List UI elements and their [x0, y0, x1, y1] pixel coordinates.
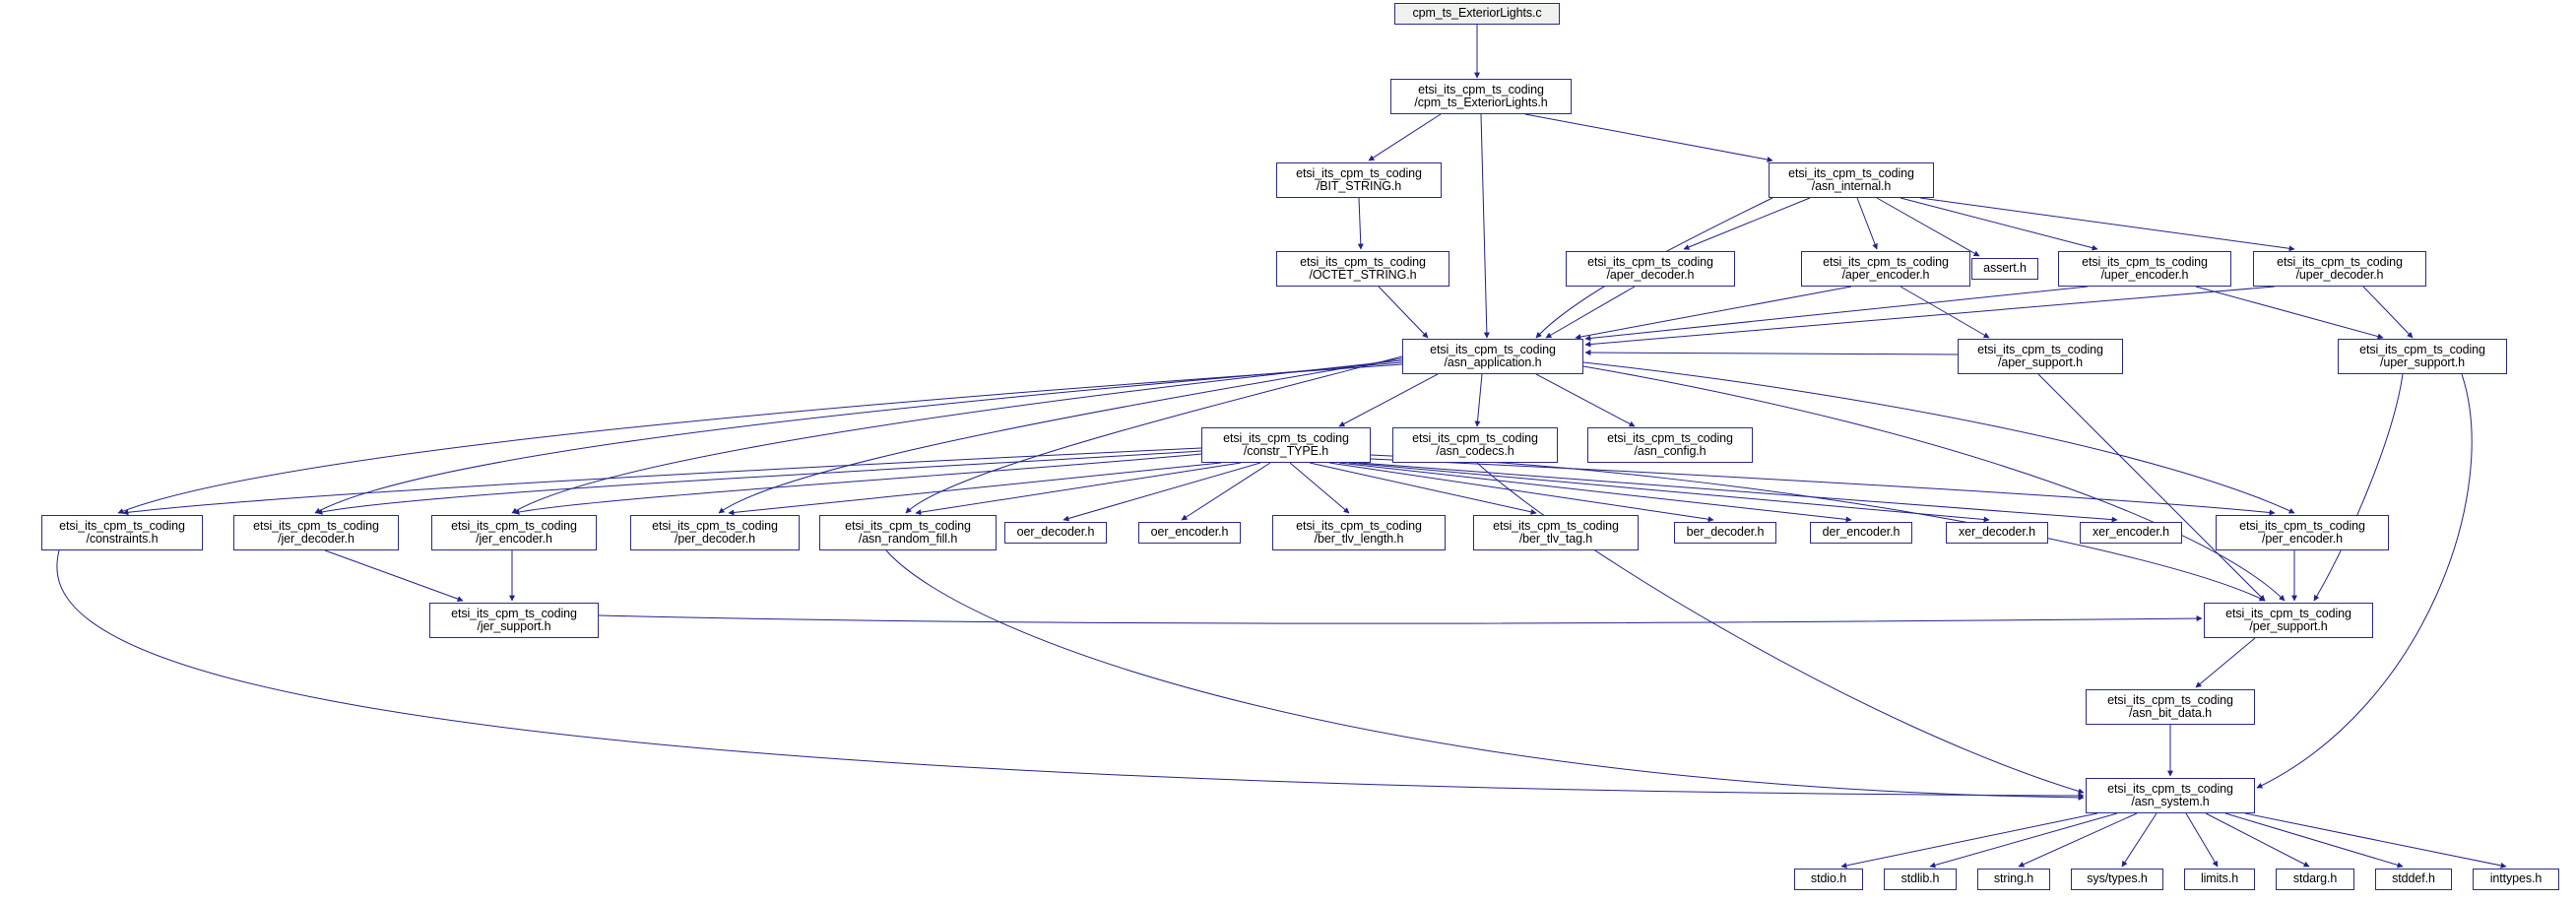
graph-edge: [886, 550, 2084, 798]
graph-edge: [1900, 287, 1989, 338]
graph-edge: [2225, 813, 2403, 867]
graph-node-label-line: etsi_its_cpm_ts_coding: [652, 518, 778, 533]
graph-edge: [1359, 463, 2117, 520]
graph-node-label-line: etsi_its_cpm_ts_coding: [2107, 781, 2233, 796]
graph-node[interactable]: [1977, 869, 2050, 890]
graph-node-label-line: stdarg.h: [2292, 871, 2338, 886]
graph-edge: [2314, 374, 2403, 601]
graph-edge: [729, 463, 1221, 513]
graph-node[interactable]: [2375, 869, 2452, 890]
graph-edge: [1182, 463, 1270, 520]
graph-node-label-line: /asn_system.h: [2131, 795, 2210, 808]
graph-node[interactable]: [1769, 162, 1934, 198]
graph-node[interactable]: [819, 515, 997, 550]
graph-edge: [1576, 287, 1851, 338]
graph-node[interactable]: [2473, 869, 2559, 890]
graph-node-label-line: /per_decoder.h: [675, 532, 755, 546]
graph-node[interactable]: [429, 603, 599, 638]
graph-node-label-line: etsi_its_cpm_ts_coding: [2107, 692, 2233, 707]
graph-node[interactable]: [1004, 522, 1107, 544]
graph-node-label-line: etsi_its_cpm_ts_coding: [1823, 254, 1949, 269]
graph-node[interactable]: [1794, 869, 1863, 890]
graph-node[interactable]: [431, 515, 597, 550]
graph-node-label-line: stdio.h: [1810, 871, 1847, 886]
graph-node-label-line: /uper_decoder.h: [2295, 268, 2384, 282]
graph-edge: [1684, 198, 1810, 249]
graph-node-label-line: etsi_its_cpm_ts_coding: [2239, 518, 2365, 533]
graph-node[interactable]: [233, 515, 399, 550]
graph-node-label-line: etsi_its_cpm_ts_coding: [1418, 82, 1544, 97]
graph-edge: [317, 451, 1201, 513]
graph-node-label-line: /ber_tlv_length.h: [1314, 532, 1404, 546]
graph-edge: [1841, 813, 2097, 867]
graph-node[interactable]: [1201, 427, 1371, 463]
graph-edge: [1477, 374, 1482, 426]
graph-node[interactable]: [1272, 515, 1446, 550]
graph-node-label-line: xer_decoder.h: [1959, 525, 2035, 540]
graph-node-label-line: /aper_encoder.h: [1841, 268, 1930, 282]
graph-node-label-line: etsi_its_cpm_ts_coding: [451, 518, 577, 533]
graph-node[interactable]: [1566, 251, 1735, 287]
graph-edge: [1349, 463, 1989, 520]
graph-node-label-line: etsi_its_cpm_ts_coding: [1607, 430, 1733, 445]
graph-edge: [2363, 287, 2413, 338]
graph-node[interactable]: [2276, 869, 2354, 890]
graph-node-label-line: etsi_its_cpm_ts_coding: [253, 518, 379, 533]
graph-node[interactable]: [1946, 522, 2048, 544]
graph-node-label-line: oer_decoder.h: [1016, 525, 1095, 540]
graph-edge: [57, 550, 2084, 796]
graph-edge: [1369, 114, 1441, 161]
graph-node[interactable]: [1402, 339, 1583, 374]
graph-edge: [2122, 813, 2157, 867]
graph-node-label-line: string.h: [1993, 871, 2034, 886]
graph-node-label-line: etsi_its_cpm_ts_coding: [1223, 430, 1349, 445]
graph-node-label-line: /constr_TYPE.h: [1243, 444, 1329, 458]
graph-edge: [1877, 198, 1979, 256]
graph-node-label-line: assert.h: [1983, 261, 2027, 276]
graph-node-label-line: etsi_its_cpm_ts_coding: [1296, 518, 1422, 533]
graph-edge: [2257, 374, 2472, 788]
graph-node[interactable]: [1394, 3, 1560, 25]
graph-node-label-line: etsi_its_cpm_ts_coding: [1412, 430, 1538, 445]
graph-node-label-line: /OCTET_STRING.h: [1309, 268, 1417, 282]
graph-node-label-line: stddef.h: [2392, 871, 2435, 886]
graph-edge: [2245, 813, 2506, 867]
graph-edge: [514, 454, 1201, 513]
graph-node-label-line: inttypes.h: [2489, 871, 2543, 886]
graph-node-label-line: limits.h: [2200, 871, 2239, 886]
graph-node-label-line: etsi_its_cpm_ts_coding: [2225, 606, 2351, 620]
graph-edge: [1329, 463, 1713, 520]
graph-node-label-line: der_encoder.h: [1822, 525, 1900, 540]
graph-edge: [1900, 198, 2097, 249]
graph-edge: [1536, 374, 1635, 426]
graph-node-label-line: etsi_its_cpm_ts_coding: [1296, 165, 1422, 180]
graph-node-label-line: etsi_its_cpm_ts_coding: [451, 606, 577, 620]
graph-edge: [2196, 638, 2255, 687]
graph-node-label-line: etsi_its_cpm_ts_coding: [59, 518, 185, 533]
graph-node-label-line: etsi_its_cpm_ts_coding: [1977, 342, 2103, 356]
graph-node-label-line: /asn_codecs.h: [1436, 444, 1514, 458]
graph-node-label-line: etsi_its_cpm_ts_coding: [1788, 165, 1914, 180]
graph-edge: [1583, 366, 2285, 601]
graph-node-label-line: /asn_bit_data.h: [2129, 706, 2212, 720]
graph-edge: [1339, 463, 1851, 520]
graph-edge: [1477, 463, 2084, 793]
graph-node-label-line: etsi_its_cpm_ts_coding: [1300, 254, 1426, 269]
graph-node[interactable]: [41, 515, 203, 550]
graph-edge: [2186, 813, 2218, 867]
graph-edge: [2196, 287, 2383, 338]
graph-edge: [1585, 287, 2088, 339]
graph-node-label-line: /uper_encoder.h: [2100, 268, 2189, 282]
graph-node-label-line: sys/types.h: [2087, 871, 2148, 886]
graph-node-label-line: /jer_support.h: [477, 619, 551, 633]
graph-node-label-line: cpm_ts_ExteriorLights.c: [1412, 6, 1542, 21]
graph-node[interactable]: [2058, 251, 2231, 287]
graph-edge: [1310, 463, 1536, 513]
graph-node-label-line: /jer_decoder.h: [278, 532, 354, 546]
graph-node-label-line: stdlib.h: [1900, 871, 1940, 886]
graph-node-label-line: /per_support.h: [2249, 619, 2328, 633]
graph-node[interactable]: [2204, 603, 2373, 638]
graph-node-label-line: /cpm_ts_ExteriorLights.h: [1414, 96, 1548, 109]
graph-node-label-line: /constraints.h: [86, 532, 159, 546]
graph-edge: [1857, 198, 1877, 249]
graph-node-label-line: /asn_internal.h: [1811, 179, 1892, 193]
graph-node-label-line: oer_encoder.h: [1150, 525, 1229, 540]
graph-node[interactable]: [2184, 869, 2255, 890]
graph-node[interactable]: [2086, 778, 2255, 813]
graph-edge: [1063, 463, 1260, 520]
graph-edge: [1379, 287, 1428, 338]
graph-node-label-line: etsi_its_cpm_ts_coding: [1430, 342, 1556, 356]
graph-node[interactable]: [2071, 869, 2163, 890]
graph-node-label-line: /aper_support.h: [1997, 355, 2084, 369]
graph-node[interactable]: [1958, 339, 2123, 374]
graph-node[interactable]: [2086, 689, 2255, 725]
graph-node-label-line: /per_encoder.h: [2262, 532, 2343, 546]
graph-node-label-line: etsi_its_cpm_ts_coding: [1493, 518, 1619, 533]
graph-node[interactable]: [630, 515, 800, 550]
graph-node[interactable]: [1276, 162, 1442, 198]
graph-edge: [1930, 813, 2117, 867]
graph-node[interactable]: [2216, 515, 2389, 550]
graph-node[interactable]: [1390, 79, 1572, 114]
graph-node[interactable]: [1276, 251, 1449, 287]
graph-node-label-line: /jer_encoder.h: [476, 532, 552, 546]
graph-edge: [1371, 459, 2275, 513]
graph-edge: [599, 615, 2202, 623]
graph-edge: [1359, 198, 1361, 249]
graph-node-label-line: /BIT_STRING.h: [1316, 179, 1402, 193]
graph-node-label-line: etsi_its_cpm_ts_coding: [2277, 254, 2403, 269]
graph-node[interactable]: [2080, 522, 2182, 544]
graph-edge: [1546, 287, 1635, 338]
graph-edge: [1585, 353, 1958, 354]
graph-node[interactable]: [1971, 258, 2038, 280]
graph-edge: [2038, 374, 2265, 601]
graph-node[interactable]: [1587, 427, 1753, 463]
graph-edge: [1525, 114, 1772, 161]
graph-edge: [325, 550, 463, 601]
graph-edge: [1920, 198, 2294, 249]
graph-edge: [1481, 114, 1487, 338]
graph-node-label-line: /asn_application.h: [1444, 355, 1542, 369]
graph-edge: [916, 463, 1241, 513]
graph-node-label-line: ber_decoder.h: [1686, 525, 1765, 540]
graph-node[interactable]: [2338, 339, 2507, 374]
graph-node[interactable]: [1473, 515, 1639, 550]
graph-edge: [1339, 374, 1438, 426]
graph-edge: [1290, 463, 1349, 513]
graph-node-label-line: etsi_its_cpm_ts_coding: [2082, 254, 2208, 269]
graph-edge: [123, 448, 1201, 513]
graph-node-label-line: /uper_support.h: [2379, 355, 2466, 369]
graph-node-label-line: xer_encoder.h: [2093, 525, 2169, 540]
graph-edge: [1585, 287, 2275, 345]
graph-node-label-line: etsi_its_cpm_ts_coding: [2359, 342, 2485, 356]
graph-node[interactable]: [2253, 251, 2426, 287]
graph-node[interactable]: [1884, 869, 1957, 890]
graph-node-label-line: /aper_decoder.h: [1606, 268, 1695, 282]
graph-node-label-line: /ber_tlv_tag.h: [1518, 532, 1593, 546]
graph-node-label-line: etsi_its_cpm_ts_coding: [1587, 254, 1713, 269]
graph-node[interactable]: [1138, 522, 1241, 544]
graph-node-label-line: etsi_its_cpm_ts_coding: [845, 518, 971, 533]
graph-node-label-line: /asn_random_fill.h: [858, 532, 958, 546]
graph-edge: [2019, 813, 2137, 867]
graph-node[interactable]: [1392, 427, 1558, 463]
graph-edge: [2206, 813, 2309, 867]
graph-node[interactable]: [1801, 251, 1970, 287]
graph-node[interactable]: [1674, 522, 1776, 544]
graph-node-label-line: /asn_config.h: [1634, 444, 1707, 458]
graph-node[interactable]: [1810, 522, 1912, 544]
